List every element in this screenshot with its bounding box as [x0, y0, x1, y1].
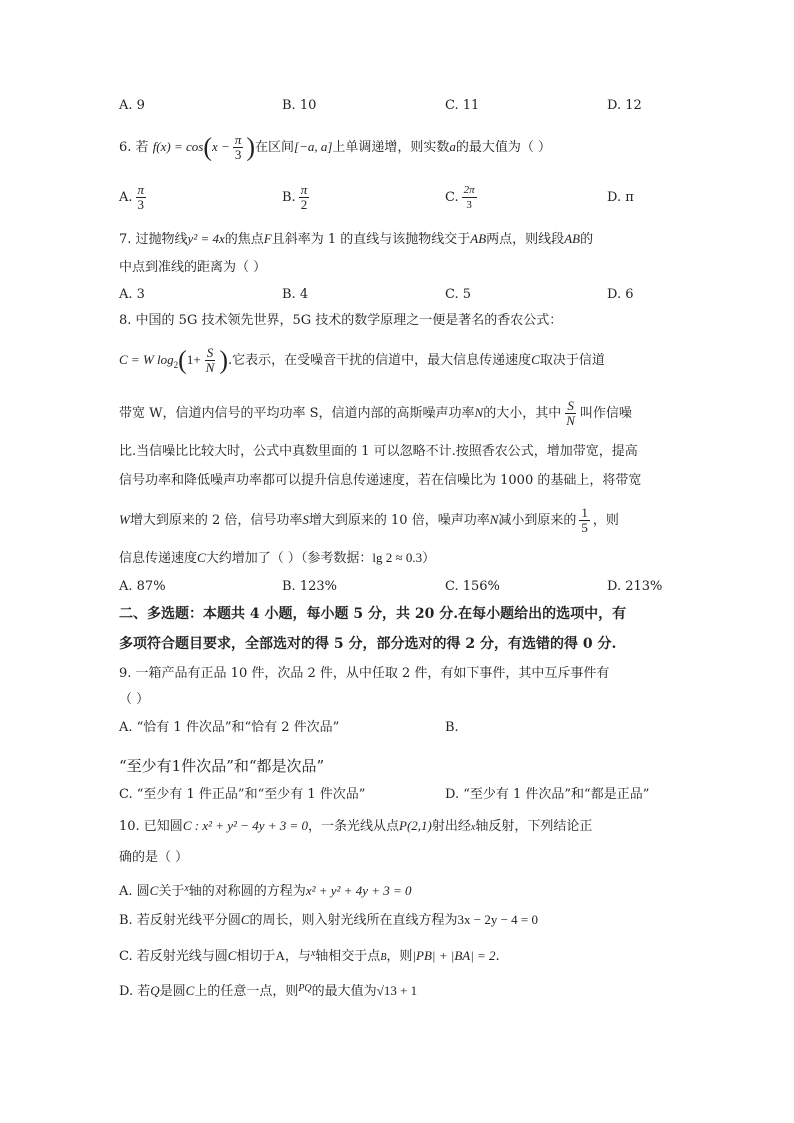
q10-option-a: A. 圆C关于$^x$轴的对称圆的方程为x² + y² + 4y + 3 = 0 [119, 883, 412, 899]
q6-option-a: A. $\frac{\pi}{3}$ [119, 182, 145, 212]
q9-option-a: A. “恰有 1 件次品”和“恰有 2 件次品” [119, 720, 340, 735]
q9-option-c: C. “至少有 1 件正品”和“至少有 1 件次品” [119, 787, 366, 802]
q8-option-c: C. 156% [445, 579, 500, 594]
q8-stem-line7: 信息传递速度C大约增加了（ ）（参考数据：lg 2 ≈ 0.3） [119, 550, 436, 566]
q6-arg: x − [212, 139, 230, 154]
q7-option-b: B. 4 [282, 287, 309, 302]
q8-stem-line3: 带宽 W，信道内信号的平均功率 S，信道内部的高斯噪声功率N的大小，其中 $\frac{S}{N}$ 叫作信噪 [119, 398, 632, 428]
q5-option-b: B. 10 [282, 98, 317, 113]
q6-pi-over-3: $\frac{\pi}{3}$ [234, 132, 242, 162]
section2-heading-line1: 二、多选题：本题共 4 小题，每小题 5 分，共 20 分.在每小题给出的选项中，有 [119, 606, 627, 622]
q10-option-b: B. 若反射光线平分圆C的周长，则入射光线所在直线方程为3x − 2y − 4 = 0 [119, 912, 539, 928]
q6-var-a: a [449, 139, 456, 154]
q6-post: 上单调递增，则实数 [332, 140, 450, 155]
q8-option-b: B. 123% [282, 579, 337, 594]
q8-stem-line6: W增大到原来的 2 倍，信号功率S增大到原来的 10 倍，噪声功率N减小到原来的 $\frac{1}{5}$ ，则 [119, 505, 619, 535]
q8-option-d: D. 213% [607, 579, 663, 594]
q6-tail: 的最大值为（ ） [455, 140, 552, 155]
q9-option-b-label: B. [445, 720, 459, 735]
q10-circle-eq: C : x² + y² − 4y + 3 = 0 [182, 818, 309, 833]
q7-parabola: y² = 4x [187, 231, 225, 246]
q8-lg: lg 2 ≈ 0.3 [372, 550, 423, 565]
q6-stem: 6. 若 f(x) = cos(x − $\frac{\pi}{3}$ )在区间[−a, a]上单调递增，则实数a的最大值为（ ） [119, 132, 552, 162]
q7-stem-line2: 中点到准线的距离为（ ） [119, 260, 267, 275]
q8-formula: C = W log [119, 352, 174, 367]
q5-option-d: D. 12 [607, 98, 642, 113]
q7-stem-line1: 7. 过抛物线y² = 4x的焦点F且斜率为 1 的直线与该抛物线交于AB两点，则线段AB的 [119, 231, 594, 247]
q6-pre: 6. 若 [119, 140, 149, 155]
q9-option-d: D. “至少有 1 件次品”和“都是正品” [445, 787, 650, 802]
q9-option-b: “至少有1件次品”和“都是次品” [119, 757, 325, 775]
q8-stem-line1: 8. 中国的 5G 技术领先世界，5G 技术的数学原理之一便是著名的香农公式： [119, 313, 563, 328]
q6-option-b: B. $\frac{\pi}{2}$ [282, 182, 308, 212]
q8-stem-line4: 比.当信噪比比较大时，公式中真数里面的 1 可以忽略不计.按照香农公式，增加带宽，提高 [119, 444, 638, 459]
q7-option-a: A. 3 [119, 287, 145, 302]
q7-option-d: D. 6 [607, 287, 634, 302]
q8-stem-line2: C = W $\log_2(1+$ $\frac{S}{N}$ ).它表示，在受噪音干扰的信道中，最大信息传递速度C取决于信道 [119, 345, 605, 375]
q9-stem-line1: 9. 一箱产品有正品 10 件，次品 2 件，从中任取 2 件，有如下事件，其中互斥事件有 [119, 666, 610, 681]
q6-option-c: C. $\frac{2\pi}{3}$ [445, 184, 475, 211]
q6-interval: [−a, a] [294, 139, 333, 154]
q5-option-a: A. 9 [119, 98, 145, 113]
q6-func: f(x) = cos [152, 139, 204, 154]
q10-option-c: C. 若反射光线与圆C相切于A，与$^x$轴相交于点B，则|PB| + |BA| = 2. [119, 948, 500, 964]
q8-option-a: A. 87% [119, 579, 166, 594]
q10-stem-line1: 10. 已知圆C : x² + y² − 4y + 3 = 0，一条光线从点P(2,1)射出经x轴反射，下列结论正 [119, 818, 593, 834]
q10-stem-line2: 确的是（ ） [119, 850, 189, 865]
q5-option-c: C. 11 [445, 98, 480, 113]
section2-heading-line2: 多项符合题目要求，全部选对的得 5 分，部分选对的得 2 分，有选错的得 0 分. [119, 636, 617, 652]
q6-option-d: D. π [607, 190, 634, 205]
q10-option-d: D. 若Q是圆C上的任意一点，则$^{PQ}$的最大值为√13 + 1 [119, 983, 418, 999]
q7-option-c: C. 5 [445, 287, 472, 302]
q8-stem-line5: 信号功率和降低噪声功率都可以提升信息传递速度，若在信噪比为 1000 的基础上，将带宽 [119, 473, 642, 488]
q9-stem-line2: （ ） [119, 692, 150, 707]
q6-mid: 在区间 [255, 140, 295, 155]
